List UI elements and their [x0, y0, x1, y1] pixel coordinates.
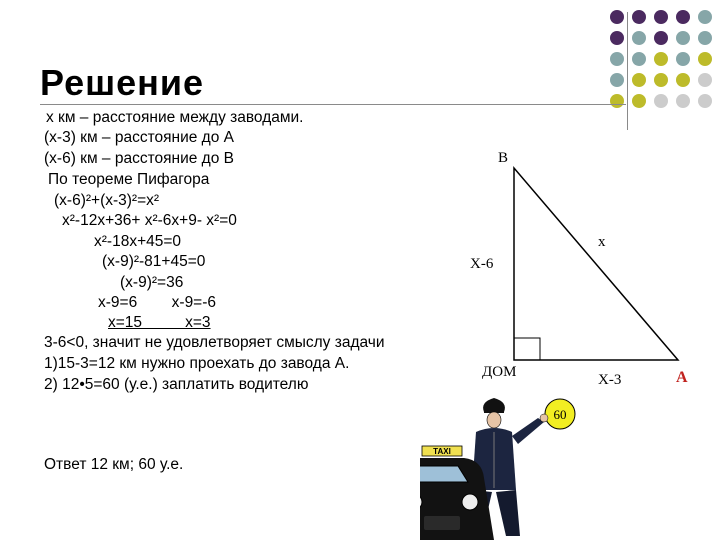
solution-line: x²-18x+45=0 [94, 233, 182, 250]
solution-line: x²-12x+36+ x²-6x+9- x²=0 [62, 212, 237, 229]
triangle-diagram [420, 140, 720, 540]
vertical-divider [627, 12, 628, 130]
triangle-svg [420, 140, 720, 540]
hypotenuse-label: x [598, 234, 606, 250]
solution-line: 2) 12•5=60 (у.е.) заплатить водителю [44, 376, 309, 393]
vertex-home-label: ДОМ [482, 364, 517, 380]
solution-line: По теореме Пифагора [48, 171, 210, 188]
base-leg-label: X-3 [598, 372, 622, 388]
title-underline [40, 104, 626, 105]
taxi-sign-label: TAXI [433, 447, 451, 456]
vertex-b-label: B [498, 150, 509, 166]
answer-text: Ответ 12 км; 60 у.е. [44, 456, 184, 473]
right-triangle [514, 168, 678, 360]
solution-line: x км – расстояние между заводами. [46, 109, 304, 126]
dot-grid [608, 8, 718, 118]
solution-line: (x-3) км – расстояние до А [44, 129, 234, 146]
coin-value: 60 [553, 407, 567, 422]
right-angle-marker [514, 338, 540, 360]
solution-line: (x-6)²+(x-3)²=x² [54, 192, 160, 209]
solution-line: x=15 x=3 [108, 314, 211, 331]
vertical-leg-label: X-6 [470, 256, 494, 272]
solution-line: 1)15-3=12 км нужно проехать до завода А. [44, 355, 350, 372]
vertex-a-label: A [676, 369, 688, 386]
solution-line: (x-9)²=36 [120, 274, 184, 291]
solution-line: x-9=6 x-9=-6 [98, 294, 217, 311]
solution-line: (x-6) км – расстояние до В [44, 150, 234, 167]
solution-line: (x-9)²-81+45=0 [102, 253, 206, 270]
solution-line: 3-6<0, значит не удовлетворяет смыслу задачи [44, 334, 385, 351]
decorative-dots [608, 8, 718, 118]
page-title: Решение [40, 62, 205, 103]
